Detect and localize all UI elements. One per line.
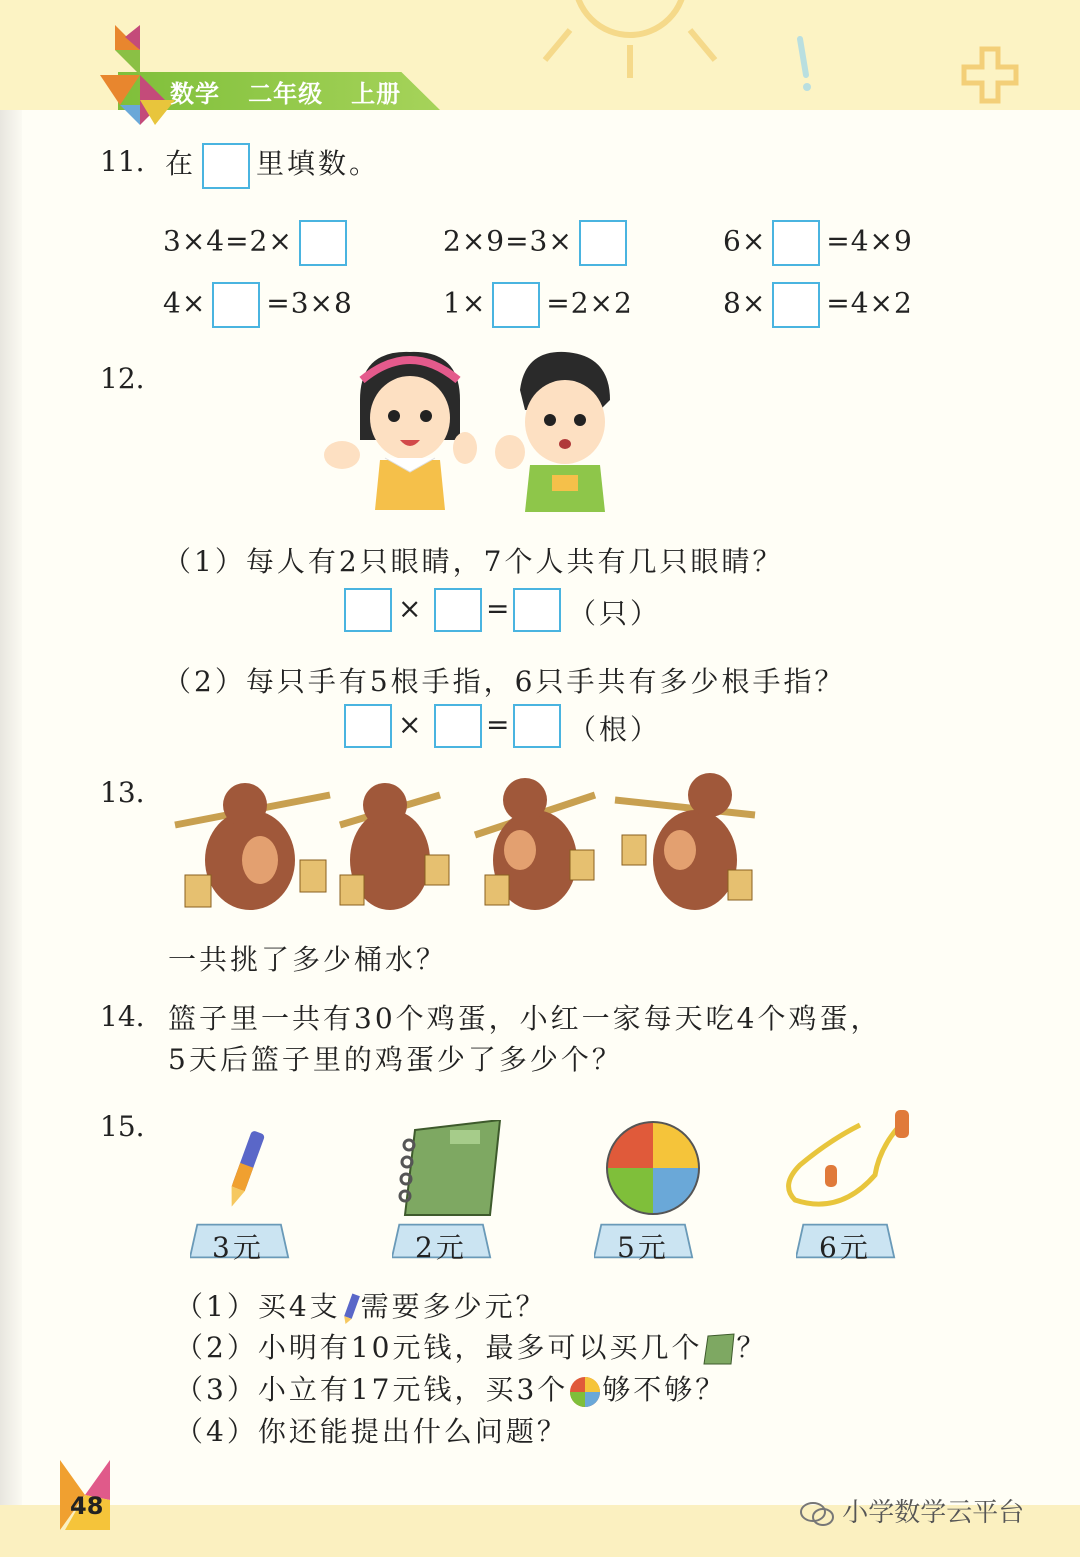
q12-number: 12. — [100, 362, 145, 395]
bear-1 — [175, 783, 330, 910]
header-grade: 二年级 — [248, 80, 324, 108]
page-binding-edge — [0, 0, 22, 1557]
answer-box[interactable] — [434, 704, 482, 748]
equals-sign: = — [486, 708, 511, 741]
unit-label: （只） — [568, 597, 662, 630]
ball-icon — [568, 1375, 602, 1409]
pen-icon — [341, 1292, 361, 1326]
times-sign: × — [398, 708, 423, 741]
q14-line2: 5天后篮子里的鸡蛋少了多少个？ — [168, 1043, 623, 1076]
q11-eq3: 6× =4×9 — [723, 220, 913, 266]
equals-sign: = — [486, 592, 511, 625]
answer-box[interactable] — [434, 588, 482, 632]
exclamation-icon — [790, 35, 820, 95]
price-ball: 5元 — [617, 1231, 669, 1264]
q11-eq5: 1× =2×2 — [443, 282, 633, 328]
q15-part1: （1）买4支 需要多少元？ — [175, 1285, 547, 1326]
pen-icon — [220, 1125, 270, 1215]
q11-eq1: 3×4=2× — [163, 220, 347, 266]
notebook-icon — [395, 1120, 505, 1220]
bear-3 — [475, 778, 595, 910]
price-notebook: 2元 — [415, 1231, 467, 1264]
q15-number: 15. — [100, 1110, 145, 1143]
answer-box[interactable] — [344, 704, 392, 748]
price-pen: 3元 — [212, 1231, 264, 1264]
answer-box[interactable] — [772, 282, 820, 328]
header-subject: 数学 — [170, 80, 220, 108]
children-illustration — [320, 340, 620, 520]
header-volume: 上册 — [351, 80, 402, 108]
watermark: 小学数学云平台 — [800, 1492, 1024, 1529]
q11-eq2: 2×9=3× — [443, 220, 627, 266]
answer-box[interactable] — [579, 220, 627, 266]
answer-box[interactable] — [212, 282, 260, 328]
answer-box[interactable] — [344, 588, 392, 632]
q14-number: 14. — [100, 1000, 145, 1033]
q11-number: 11. — [100, 145, 145, 178]
q13-number: 13. — [100, 776, 145, 809]
q14-line1: 篮子里一共有30个鸡蛋，小红一家每天吃4个鸡蛋， — [168, 1002, 882, 1035]
sun-icon — [520, 0, 740, 80]
jump-rope-icon — [780, 1105, 920, 1220]
times-sign: × — [398, 592, 423, 625]
page-number: 48 — [70, 1492, 104, 1520]
q11-prompt: 在 里填数。 — [165, 142, 380, 189]
answer-box[interactable] — [513, 588, 561, 632]
q15-part2: （2）小明有10元钱，最多可以买几个 ？ — [175, 1326, 767, 1367]
q15-part3: （3）小立有17元钱，买3个 够不够？ — [175, 1368, 726, 1409]
q11-eq4: 4× =3×8 — [163, 282, 353, 328]
q12-part1: （1）每人有2只眼睛，7个人共有几只眼睛？ — [163, 545, 784, 578]
answer-box[interactable] — [492, 282, 540, 328]
bear-2 — [340, 783, 449, 910]
q13-question: 一共挑了多少桶水？ — [168, 943, 448, 976]
q12-part2: （2）每只手有5根手指，6只手共有多少根手指？ — [163, 665, 846, 698]
plus-icon — [960, 45, 1020, 105]
q15-part4: （4）你还能提出什么问题？ — [175, 1415, 568, 1448]
q11-sample-box — [202, 143, 250, 189]
bears-carrying-water-illustration — [170, 765, 770, 925]
answer-box[interactable] — [513, 704, 561, 748]
ball-icon — [603, 1118, 703, 1218]
answer-box[interactable] — [299, 220, 347, 266]
unit-label: （根） — [568, 713, 662, 746]
header-title — [170, 74, 401, 109]
q11-eq6: 8× =4×2 — [723, 282, 913, 328]
price-jump-rope: 6元 — [819, 1231, 871, 1264]
wechat-icon — [800, 1501, 834, 1527]
notebook-icon — [702, 1333, 736, 1367]
bear-4 — [615, 773, 755, 910]
answer-box[interactable] — [772, 220, 820, 266]
